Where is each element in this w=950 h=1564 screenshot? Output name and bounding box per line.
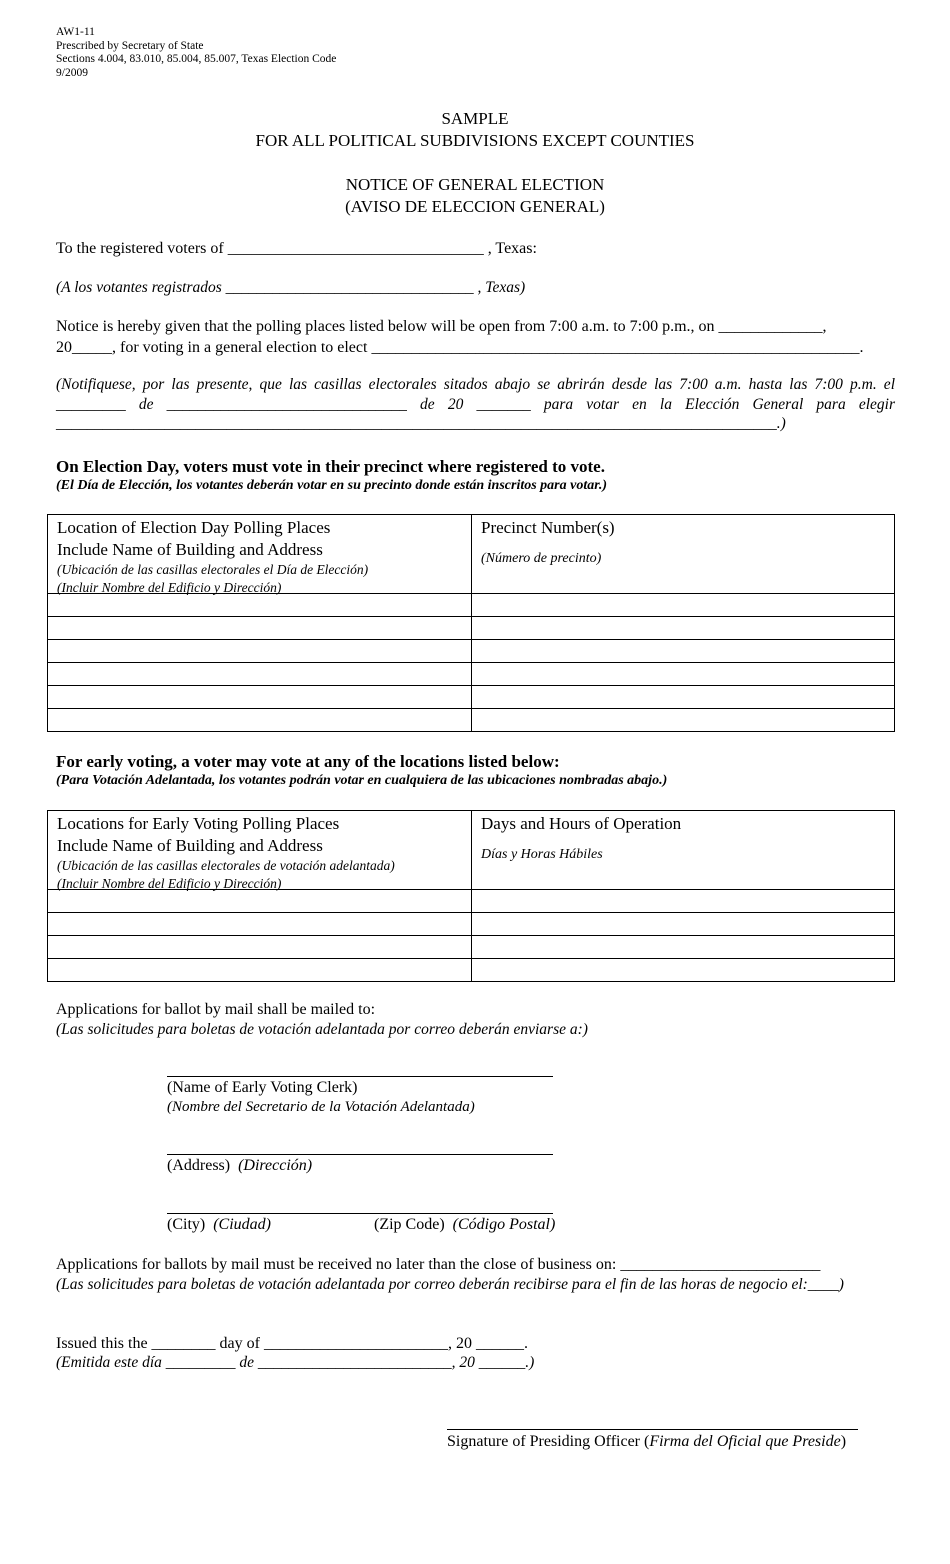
signature-label-es: Firma del Oficial que Preside <box>649 1433 841 1450</box>
form-id: AW1-11 <box>56 26 95 38</box>
precinct-cell[interactable] <box>472 686 894 708</box>
signature-label <box>447 1433 846 1451</box>
location-cell[interactable] <box>48 617 471 639</box>
ev-location-header: Locations for Early Voting Polling Places <box>57 814 340 833</box>
table-row <box>48 913 895 936</box>
zip-label <box>374 1216 555 1234</box>
precinct-cell[interactable] <box>472 617 894 639</box>
election-day-heading-es: (El Día de Elección, los votantes deberán votar en su precinto donde están inscritos para votar.) <box>56 478 608 493</box>
subtitle: FOR ALL POLITICAL SUBDIVISIONS EXCEPT COUNTIES <box>255 131 695 150</box>
ev-location-cell[interactable] <box>48 913 471 935</box>
table-row <box>48 686 895 709</box>
sample-title: SAMPLE <box>441 109 509 128</box>
table-row <box>48 640 895 663</box>
city-zip-line[interactable] <box>167 1213 553 1214</box>
mail-line-es: (Las solicitudes para boletas de votación adelantada por correo deberán enviarse a:) <box>56 1021 588 1038</box>
location-cell[interactable] <box>48 640 471 662</box>
ev-location-header-es: (Ubicación de las casillas electorales de votación adelantada) <box>57 858 395 873</box>
hours-cell[interactable] <box>472 936 894 958</box>
precinct-header-cell <box>472 515 895 594</box>
hours-cell[interactable] <box>472 890 894 912</box>
precinct-header: Precinct Number(s) <box>481 518 615 537</box>
sections-line: Sections 4.004, 83.010, 85.004, 85.007, Texas Election Code <box>56 53 337 66</box>
deadline-line-es: (Las solicitudes para boletas de votación adelantada por correo deberán recibirse para el fin de las horas de negocio el:____) <box>56 1276 844 1293</box>
early-voting-heading-es: (Para Votación Adelantada, los votantes podrán votar en cualquiera de las ubicaciones nombradas abajo.) <box>56 773 668 788</box>
zip-label-es: (Código Postal) <box>452 1216 556 1233</box>
early-voting-table <box>47 810 895 982</box>
ev-location-subheader-es: (Incluir Nombre del Edificio y Dirección) <box>57 876 282 891</box>
signature-label-close: ) <box>840 1433 847 1450</box>
location-header-cell <box>48 515 472 594</box>
location-header-es: (Ubicación de las casillas electorales el Día de Elección) <box>57 562 369 577</box>
location-cell[interactable] <box>48 663 471 685</box>
address-label-en: (Address) <box>167 1157 231 1174</box>
hours-header-es: Días y Horas Hábiles <box>481 847 603 862</box>
zip-label-en: (Zip Code) <box>374 1216 445 1233</box>
location-cell[interactable] <box>48 686 471 708</box>
hours-cell[interactable] <box>472 959 894 981</box>
form-date: 9/2009 <box>56 66 88 79</box>
ev-location-cell[interactable] <box>48 890 471 912</box>
table-row <box>48 709 895 732</box>
voters-line: To the registered voters of ________________________________ , Texas: <box>56 240 537 257</box>
hours-header-cell <box>472 811 895 890</box>
location-subheader-es: (Incluir Nombre del Edificio y Dirección) <box>57 580 282 595</box>
table-row <box>48 617 895 640</box>
mail-line: Applications for ballot by mail shall be mailed to: <box>56 1001 376 1018</box>
notice-es-line-1: (Notifiquese, por las presente, que las casillas electorales sitados abajo se abrirán desde las 7:00 a.m. hasta las 7:00 p.m. el <box>56 376 895 393</box>
deadline-line: Applications for ballots by mail must be received no later than the close of business on: _________________________ <box>56 1256 821 1273</box>
early-voting-heading: For early voting, a voter may vote at any of the locations listed below: <box>56 752 560 771</box>
address-label <box>167 1157 312 1175</box>
table-row <box>48 936 895 959</box>
location-header: Location of Election Day Polling Places <box>57 518 331 537</box>
issued-line-es: (Emitida este día _________ de _________________________, 20 ______.) <box>56 1354 535 1371</box>
ev-location-cell[interactable] <box>48 959 471 981</box>
precinct-cell[interactable] <box>472 640 894 662</box>
clerk-label: (Name of Early Voting Clerk) <box>167 1079 358 1096</box>
table-header-row <box>48 515 895 594</box>
notice-line-1: Notice is hereby given that the polling places listed below will be open from 7:00 a.m. to 7:00 p.m., on _____________, <box>56 318 827 335</box>
table-row <box>48 663 895 686</box>
location-cell[interactable] <box>48 709 471 731</box>
ev-location-subheader: Include Name of Building and Address <box>57 836 323 855</box>
clerk-label-es: (Nombre del Secretario de la Votación Adelantada) <box>167 1099 475 1115</box>
notice-es-line-2: _________ de _______________________________ de 20 _______ para votar en la Elección General para elegir <box>56 396 895 413</box>
prescribed-line: Prescribed by Secretary of State <box>56 39 204 52</box>
precinct-cell[interactable] <box>472 663 894 685</box>
hours-cell[interactable] <box>472 913 894 935</box>
hours-header: Days and Hours of Operation <box>481 814 682 833</box>
clerk-signature-line[interactable] <box>167 1076 553 1077</box>
notice-line-2: 20_____, for voting in a general election to elect _____________________________________________________________. <box>56 339 864 356</box>
table-header-row <box>48 811 895 890</box>
signature-label-en: Signature of Presiding Officer ( <box>447 1433 650 1450</box>
ev-location-header-cell <box>48 811 472 890</box>
city-label-en: (City) <box>167 1216 206 1233</box>
notice-title: NOTICE OF GENERAL ELECTION <box>345 175 605 194</box>
location-subheader: Include Name of Building and Address <box>57 540 323 559</box>
city-label <box>167 1216 271 1234</box>
city-label-es: (Ciudad) <box>213 1216 271 1233</box>
ev-location-cell[interactable] <box>48 936 471 958</box>
election-day-heading: On Election Day, voters must vote in their precinct where registered to vote. <box>56 457 605 476</box>
precinct-cell[interactable] <box>472 709 894 731</box>
form-header <box>56 26 336 80</box>
precinct-header-es: (Número de precinto) <box>481 551 602 566</box>
issued-line: Issued this the ________ day of _______________________, 20 ______. <box>56 1335 528 1352</box>
notice-es-line-3: _____________________________________________________________________________________________.) <box>56 415 786 432</box>
table-row <box>48 959 895 982</box>
location-cell[interactable] <box>48 594 471 616</box>
address-label-es: (Dirección) <box>238 1157 313 1174</box>
address-line[interactable] <box>167 1154 553 1155</box>
precinct-cell[interactable] <box>472 594 894 616</box>
voters-line-es: (A los votantes registrados ________________________________ , Texas) <box>56 279 526 296</box>
presiding-officer-signature-line[interactable] <box>447 1429 858 1430</box>
notice-title-es: (AVISO DE ELECCION GENERAL) <box>345 197 605 216</box>
election-day-table <box>47 514 895 732</box>
